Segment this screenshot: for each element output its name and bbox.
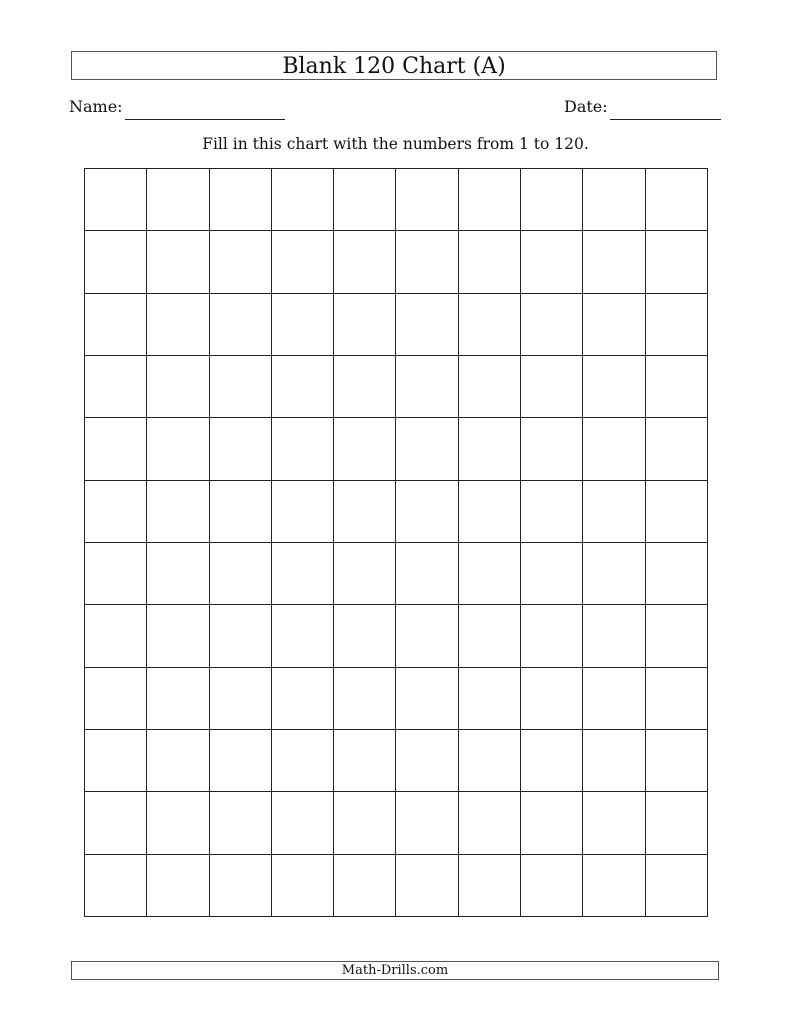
grid-cell <box>646 481 708 543</box>
grid-cell <box>396 543 458 605</box>
grid-cell <box>85 605 147 667</box>
grid-cell <box>147 231 209 293</box>
grid-cell <box>583 169 645 231</box>
grid-cell <box>210 481 272 543</box>
grid-cell <box>334 169 396 231</box>
grid-cell <box>396 792 458 854</box>
grid-cell <box>334 792 396 854</box>
grid-cell <box>521 792 583 854</box>
grid-cell <box>583 231 645 293</box>
grid-cell <box>396 668 458 730</box>
grid-cell <box>521 481 583 543</box>
grid-cell <box>459 169 521 231</box>
grid-cell <box>334 605 396 667</box>
grid-cell <box>210 792 272 854</box>
grid-cell <box>459 730 521 792</box>
grid-cell <box>459 294 521 356</box>
grid-cell <box>85 231 147 293</box>
grid-cell <box>334 231 396 293</box>
grid-cell <box>583 668 645 730</box>
grid-cell <box>646 605 708 667</box>
grid-cell <box>334 356 396 418</box>
grid-cell <box>583 356 645 418</box>
grid-cell <box>85 792 147 854</box>
grid-cell <box>334 481 396 543</box>
grid-cell <box>583 792 645 854</box>
grid-cell <box>646 543 708 605</box>
grid-cell <box>396 481 458 543</box>
grid-cell <box>334 855 396 917</box>
grid-cell <box>459 231 521 293</box>
grid-cell <box>147 605 209 667</box>
grid-cell <box>147 543 209 605</box>
grid-cell <box>396 605 458 667</box>
grid-cell <box>210 169 272 231</box>
grid-cell <box>459 668 521 730</box>
grid-cell <box>583 605 645 667</box>
grid-cell <box>147 792 209 854</box>
grid-cell <box>583 730 645 792</box>
grid-cell <box>521 543 583 605</box>
grid-cell <box>646 730 708 792</box>
grid-cell <box>396 169 458 231</box>
grid-cell <box>272 294 334 356</box>
grid-cell <box>521 668 583 730</box>
worksheet-title: Blank 120 Chart (A) <box>71 51 717 80</box>
grid-cell <box>646 356 708 418</box>
grid-cell <box>85 356 147 418</box>
grid-cell <box>272 169 334 231</box>
footer-site-name: Math-Drills.com <box>71 961 719 980</box>
grid-cell <box>210 418 272 480</box>
grid-cell <box>646 668 708 730</box>
grid-cell <box>85 169 147 231</box>
grid-cell <box>272 605 334 667</box>
grid-cell <box>272 543 334 605</box>
grid-cell <box>272 481 334 543</box>
grid-cell <box>459 481 521 543</box>
name-write-line <box>125 119 285 120</box>
grid-cell <box>334 730 396 792</box>
grid-cell <box>85 543 147 605</box>
grid-cell <box>521 605 583 667</box>
grid-cell <box>147 356 209 418</box>
grid-cell <box>272 231 334 293</box>
grid-cell <box>147 668 209 730</box>
grid-cell <box>210 855 272 917</box>
grid-cell <box>210 294 272 356</box>
grid-cell <box>210 543 272 605</box>
grid-cell <box>147 730 209 792</box>
grid-cell <box>583 418 645 480</box>
grid-cell <box>210 356 272 418</box>
grid-cell <box>147 418 209 480</box>
grid-cell <box>85 294 147 356</box>
grid-cell <box>272 855 334 917</box>
grid-cell <box>210 668 272 730</box>
grid-cell <box>459 855 521 917</box>
grid-cell <box>459 605 521 667</box>
grid-cell <box>334 294 396 356</box>
grid-cell <box>210 605 272 667</box>
grid-cell <box>85 668 147 730</box>
grid-cell <box>646 418 708 480</box>
grid-cell <box>147 169 209 231</box>
grid-cell <box>396 855 458 917</box>
grid-cell <box>272 356 334 418</box>
grid-cell <box>583 543 645 605</box>
grid-cell <box>521 418 583 480</box>
grid-cell <box>521 294 583 356</box>
grid-cell <box>210 730 272 792</box>
grid-cell <box>583 855 645 917</box>
grid-cell <box>521 730 583 792</box>
grid-cell <box>521 356 583 418</box>
grid-cell <box>521 231 583 293</box>
grid-cell <box>272 668 334 730</box>
date-write-line <box>610 119 721 120</box>
grid-cell <box>147 294 209 356</box>
grid-cell <box>396 418 458 480</box>
grid-cell <box>459 543 521 605</box>
grid-cell <box>396 730 458 792</box>
grid-cell <box>85 855 147 917</box>
grid-cell <box>459 792 521 854</box>
grid-cell <box>85 481 147 543</box>
date-label: Date: <box>564 97 608 116</box>
grid-cell <box>646 792 708 854</box>
grid-cell <box>583 294 645 356</box>
grid-cell <box>85 418 147 480</box>
grid-cell <box>334 543 396 605</box>
grid-cell <box>272 792 334 854</box>
grid-cell <box>85 730 147 792</box>
grid-cell <box>646 169 708 231</box>
grid-cell <box>147 855 209 917</box>
grid-cell <box>646 231 708 293</box>
grid-cell <box>646 855 708 917</box>
grid-cell <box>272 418 334 480</box>
grid-cell <box>396 231 458 293</box>
grid-cell <box>334 418 396 480</box>
grid-cell <box>521 855 583 917</box>
instructions: Fill in this chart with the numbers from 1 to 120. <box>202 135 589 153</box>
grid-cell <box>521 169 583 231</box>
grid-cell <box>459 356 521 418</box>
grid-cell <box>396 356 458 418</box>
grid-cell <box>272 730 334 792</box>
grid-cell <box>583 481 645 543</box>
grid-cell <box>459 418 521 480</box>
blank-120-chart-grid <box>84 168 708 917</box>
grid-cell <box>334 668 396 730</box>
grid-cell <box>210 231 272 293</box>
name-label: Name: <box>69 97 123 116</box>
grid-cell <box>396 294 458 356</box>
grid-cell <box>646 294 708 356</box>
grid-cell <box>147 481 209 543</box>
